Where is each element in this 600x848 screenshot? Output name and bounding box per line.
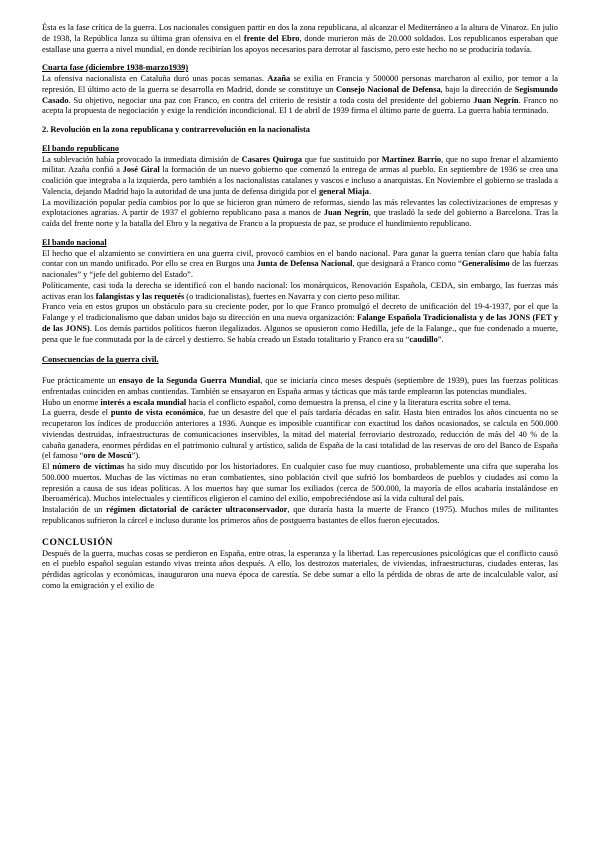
paragraph-consecuencias-2: Hubo un enorme interés a escala mundial hacia el conflicto español, como demuestra la prensa, el cine y la literatura escrita sobre el tema.: [42, 397, 511, 407]
heading-cuarta-fase: Cuarta fase (diciembre 1938-marzo1939): [42, 63, 189, 73]
paragraph-nacional-1: El hecho que el alzamiento se convirtiera en una guerra civil, provocó cambios en el bando nacional. Para ganar la guerra tenían claro que había falta contar con un mando unificado. Por ello se crea en Burgos una Junta de Defensa Nacional, que designará a Franco como “Generalísimo de las fuerzas nacionales” y “jefe del gobierno del Estado”.: [42, 248, 559, 279]
paragraph-nacional-3: Franco veía en estos grupos un obstáculo para su creciente poder, por lo que Franco promulgó el decreto de unificación del 19-4-1937, por el que la Falange y el tradicionalismo que daban unidos bajo su dirección en una nueva organización: Falange Española Tradicionalista y de las JONS (FET y de las JONS). Los demás partidos políticos fueron ilegalizados. Algunos se opusieron como Hedilla, jefe de la Falange., que fue condenado a muerte, pena que le fue conmutada por la de cárcel y destierro. Se había creado un Estado totalitario y Franco era su “caudillo”.: [42, 302, 558, 344]
heading-conclusion: CONCLUSIÓN: [42, 536, 114, 548]
heading-consecuencias: Consecuencias de la guerra civil.: [42, 355, 159, 365]
paragraph-nacional-2: Políticamente, casi toda la derecha se identificó con el bando nacional: los monárquicos, Renovación Española, CEDA, sin embargo, las fuerzas más activas eran los falangistas y las requetés (o tradicionalistas), fuertes en Navarra y con cierto peso militar.: [42, 280, 558, 301]
paragraph-consecuencias-3: La guerra, desde el punto de vista económico, fue un desastre del que el país tardaría décadas en salir. Hasta bien entrados los años cincuenta no se recuperaron los índices de producción anteriores a 1936. Aunque es imposible cuantificar con exactitud los daños ocasionados, se calcula en 500.000 viviendas destruidas, infraestructuras de comunicaciones inservibles, la mitad del material ferroviario destrozado, reducción de más del 40 % de la cabaña ganadera, enormes pérdidas en el patrimonio cultural y artístico, salida de España de la casi totalidad de las reservas de oro del Banco de España (el famoso “oro de Moscú”).: [42, 408, 559, 461]
paragraph-intro: Ésta es la fase crítica de la guerra. Los nacionales consiguen partir en dos la zona republicana, al alcanzar el Mediterráneo a la altura de Vinaroz. En julio de 1938, la República lanza su última gran ofensiva en el frente del Ebro, donde murieron más de 20.000 soldados. Los republicanos esperaban que estallase una guerra a nivel mundial, en donde recibirían los apoyos necesarios para derrotar al fascismo, pero este hecho no se produciría todavía.: [42, 23, 558, 54]
paragraph-conclusion: Después de la guerra, muchas cosas se perdieron en España, entre otras, la esperanza y la libertad. Las repercusiones psicológicas que el conflicto causó en el pueblo español seguían estando vivas treinta años después. A ello, los destrozos materiales, de viviendas, infraestructuras, ciudades enteras, las pérdidas agrícolas y económicas, inauguraron una nueva época de carestía. Se debe sumar a ello la pérdida de obras de arte de incalculable valor, así como la emigración y el exilio de: [42, 548, 558, 590]
paragraph-consecuencias-4: El número de víctimas ha sido muy discutido por los historiadores. En cualquier caso fue muy cuantioso, probablemente una cifra que superaba los 500.000 muertos. Muchas de las víctimas no eran combatientes, sino población civil que sufrió los bombardeos de pueblos y ciudades así como la represión a causa de sus ideas políticas. A los muertos hay que sumar los exiliados (cerca de 500.000, la mayoría de ellos acabaría instalándose en Iberoamérica). Muchos intelectuales y científicos eligieron el camino del exilio, empobreciéndose así la vida cultural del país.: [42, 462, 558, 504]
paragraph-consecuencias-5: Instalación de un régimen dictatorial de carácter ultraconservador, que duraría hasta la muerte de Franco (1975). Muchos miles de militantes republicanos sufrieron la cárcel e incluso durante los primeros años de postguerra bastantes de ellos fueron ejecutados.: [42, 505, 558, 525]
heading-bando-republicano: El bando republicano: [42, 143, 120, 153]
heading-section-2: 2. Revolución en la zona republicana y contrarrevolución en la nacionalista: [42, 125, 310, 134]
paragraph-republicano-2: La movilización popular pedía cambios por lo que se hicieron gran número de reformas, siendo las más relevantes las colectivizaciones de empresas y explotaciones agrarias. A partir de 1937 el gobierno republicano pasa a manos de Juan Negrín, que trasladó la sede del gobierno a Barcelona. Tras la caída del frente norte y la batalla del Ebro y la negativa de Franco a la propuesta de paz, se produce el hundimiento republicano.: [42, 197, 558, 228]
paragraph-republicano-1: La sublevación había provocado la inmediata dimisión de Casares Quiroga que fue sustituido por Martínez Barrio, que no supo frenar el alzamiento militar. Azaña confió a José Giral la formación de un nuevo gobierno que comenzó la entrega de armas al pueblo. En septiembre de 1936 se crea una coalición que integraba a la izquierda, pero también a los nacionalistas catalanes y vascos e incluso a anarquistas. En Noviembre el gobierno se traslada a Valencia, dejando Madrid bajo la autoridad de una junta de defensa dirigida por el general Miaja.: [42, 154, 559, 196]
paragraph-consecuencias-1: Fue prácticamente un ensayo de la Segunda Guerra Mundial, que se iniciaría cinco meses después (septiembre de 1939), pues las fuerzas políticas enfrentadas coinciden en ambas contiendas. También se ensayaron en España armas y tácticas que más tarde emplearon las potencias mundiales.: [42, 376, 558, 396]
heading-bando-nacional: El bando nacional: [42, 237, 107, 247]
paragraph-cuarta-fase: La ofensiva nacionalista en Cataluña duró unas pocas semanas. Azaña se exilia en Francia y 500000 personas marcharon al exilio, por temor a la represión. El último acto de la guerra se desarrolla en Madrid, donde se constituye un Consejo Nacional de Defensa, bajo la dirección de Segismundo Casado. Su objetivo, negociar una paz con Franco, en contra del criterio de resistir a toda costa del presidente del gobierno Juan Negrín. Franco no acepta la propuesta de negociación y exige la rendición incondicional. El 1 de abril de 1939 firma el último parte de guerra. La guerra había terminado.: [42, 74, 558, 116]
